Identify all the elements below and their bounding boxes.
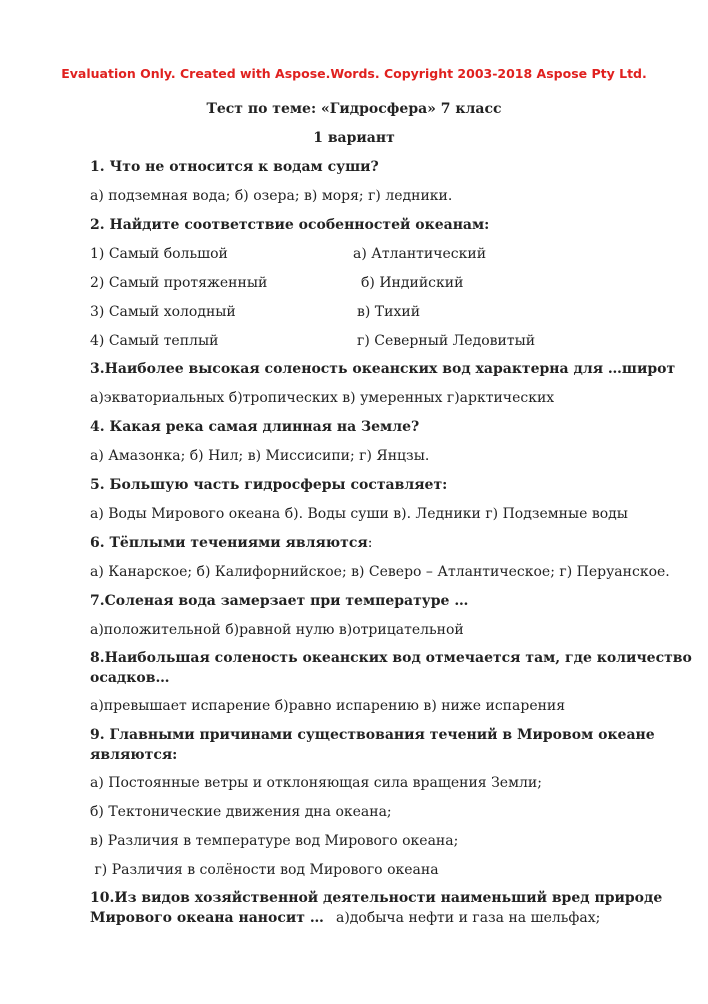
question-3: 3.Наиболее высокая соленость океанских вод характерна для …широт: [90, 361, 676, 377]
question-6-colon: :: [367, 535, 373, 551]
answer-3: а)экваториальных б)тропических в) умеренных г)арктических: [90, 390, 555, 406]
question-6: [90, 533, 372, 553]
question-1: 1. Что не относится к водам суши?: [90, 159, 379, 175]
question-9-line-2: являются:: [90, 747, 178, 763]
answer-9-d: г) Различия в солёности вод Мирового океана: [90, 862, 439, 878]
q2-right-2: б) Индийский: [361, 275, 464, 291]
answer-9-b: б) Тектонические движения дна океана;: [90, 804, 392, 820]
question-8-line-1: 8.Наибольшая соленость океанских вод отмечается там, где количество: [90, 650, 692, 666]
evaluation-watermark: Evaluation Only. Created with Aspose.Words. Copyright 2003-2018 Aspose Pty Ltd.: [61, 66, 647, 81]
answer-6: а) Канарское; б) Калифорнийское; в) Северо – Атлантическое; г) Перуанское.: [90, 564, 670, 580]
q2-left-4: 4) Самый теплый: [90, 333, 219, 349]
question-5: 5. Большую часть гидросферы составляет:: [90, 477, 448, 493]
q2-right-1: а) Атлантический: [353, 246, 487, 262]
question-6-text: 6. Тёплыми течениями являются: [90, 535, 368, 551]
q2-left-3: 3) Самый холодный: [90, 304, 236, 320]
question-2: 2. Найдите соответствие особенностей океанам:: [90, 217, 490, 233]
q2-left-2: 2) Самый протяженный: [90, 275, 268, 291]
question-9-line-1: 9. Главными причинами существования течений в Мировом океане: [90, 727, 655, 743]
answer-10-inline: а)добыча нефти и газа на шельфах;: [336, 910, 601, 926]
test-title: Тест по теме: «Гидросфера» 7 класс: [206, 101, 502, 117]
answer-7: а)положительной б)равной нулю в)отрицательной: [90, 622, 464, 638]
q2-right-3: в) Тихий: [357, 304, 421, 320]
q2-right-4: г) Северный Ледовитый: [357, 333, 536, 349]
variant-title: 1 вариант: [313, 130, 395, 146]
answer-1: а) подземная вода; б) озера; в) моря; г) ледники.: [90, 188, 453, 204]
q2-left-1: 1) Самый большой: [90, 246, 228, 262]
answer-5: а) Воды Мирового океана б). Воды суши в). Ледники г) Подземные воды: [90, 506, 628, 522]
answer-4: а) Амазонка; б) Нил; в) Миссисипи; г) Янцзы.: [90, 448, 430, 464]
question-8-line-2: осадков…: [90, 670, 170, 686]
answer-8: а)превышает испарение б)равно испарению в) ниже испарения: [90, 698, 566, 714]
question-4: 4. Какая река самая длинная на Земле?: [90, 419, 420, 435]
question-10-line-1: 10.Из видов хозяйственной деятельности наименьший вред природе: [90, 890, 663, 906]
answer-9-c: в) Различия в температуре вод Мирового океана;: [90, 833, 459, 849]
question-10-line-2: Мирового океана наносит …: [90, 910, 324, 926]
answer-9-a: а) Постоянные ветры и отклоняющая сила вращения Земли;: [90, 775, 542, 791]
question-7: 7.Соленая вода замерзает при температуре …: [90, 593, 469, 609]
